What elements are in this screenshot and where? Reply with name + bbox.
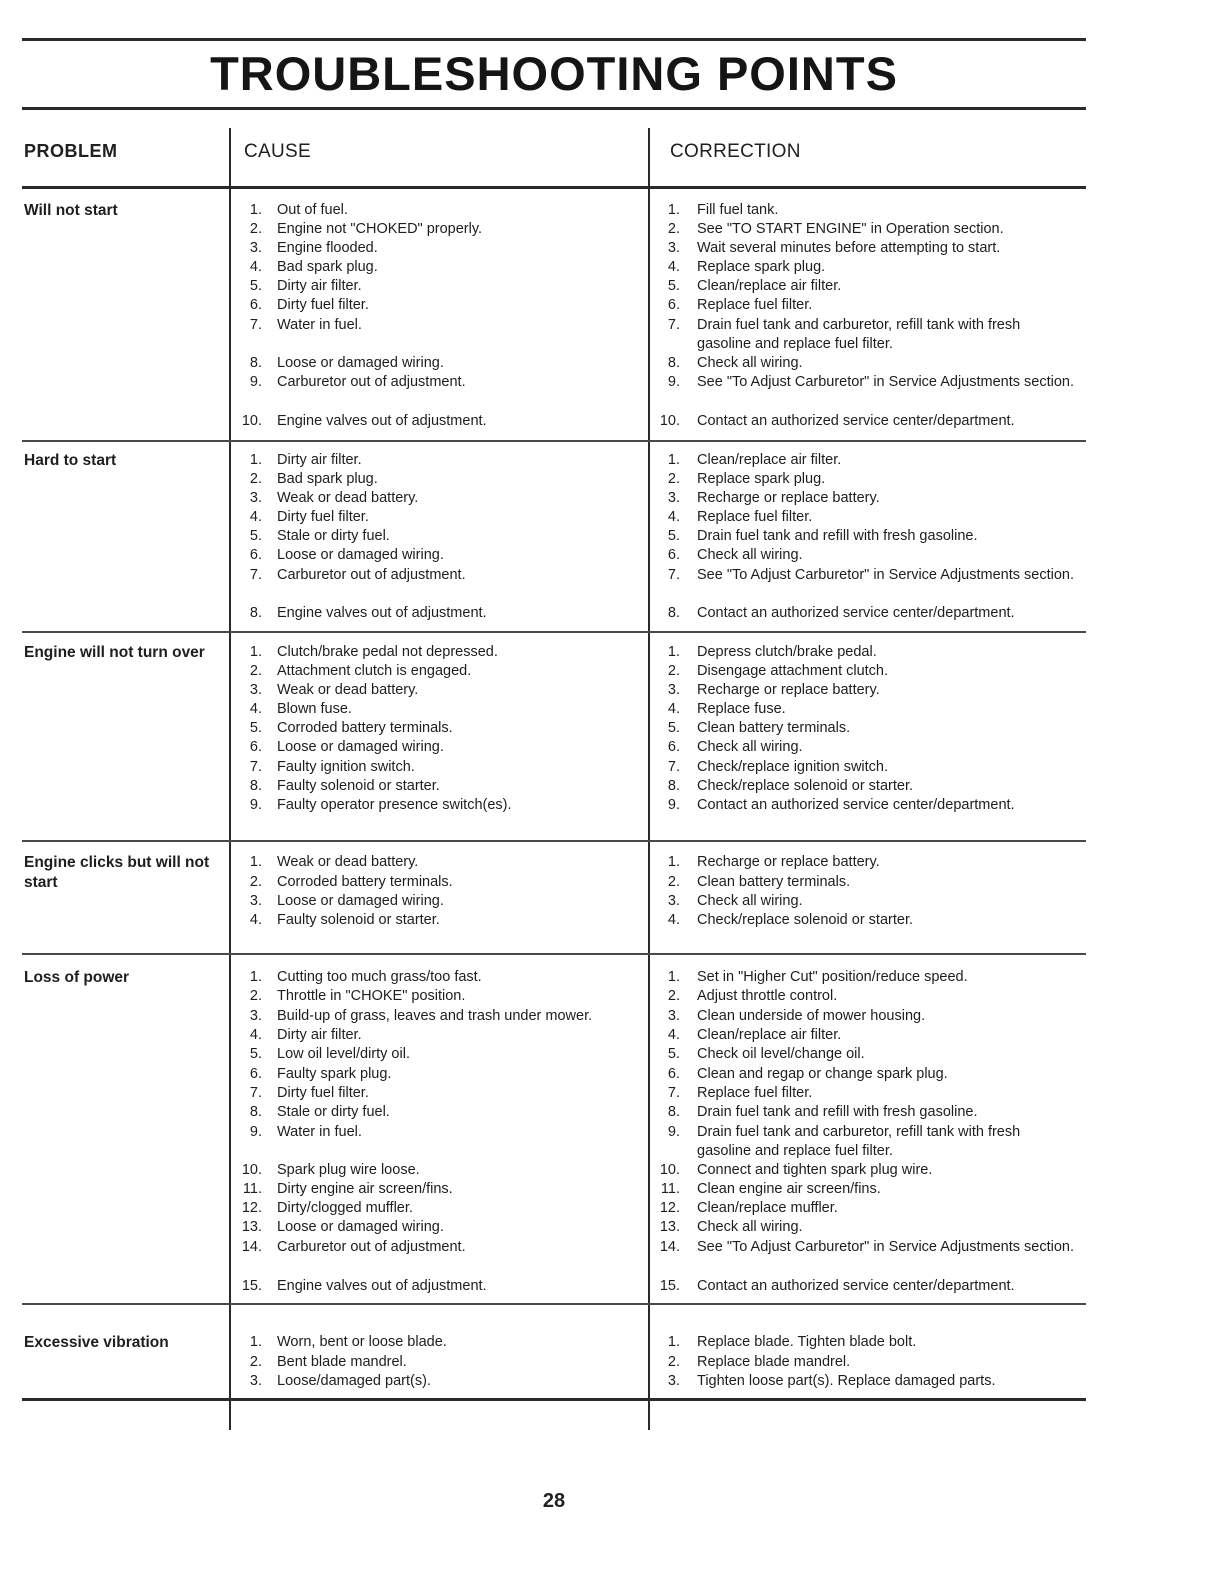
item-text: Worn, bent or loose blade. bbox=[277, 1334, 447, 1350]
item-text: Fill fuel tank. bbox=[697, 202, 779, 218]
item-text: Drain fuel tank and refill with fresh gasoline. bbox=[697, 528, 978, 544]
item-number: 2. bbox=[249, 221, 262, 237]
item-number: 1. bbox=[667, 644, 680, 660]
item-number: 15. bbox=[659, 1278, 680, 1294]
item-number: 1. bbox=[667, 202, 680, 218]
item-text: Engine not "CHOKED" properly. bbox=[277, 221, 483, 237]
item-number: 11. bbox=[660, 1181, 680, 1197]
item-number: 1. bbox=[249, 854, 262, 870]
item-number: 7. bbox=[249, 317, 262, 333]
item-text: Dirty air filter. bbox=[277, 278, 362, 294]
item-text: Clean engine air screen/fins. bbox=[697, 1181, 881, 1197]
item-text: Bent blade mandrel. bbox=[277, 1354, 407, 1370]
item-text: Clean/replace air filter. bbox=[697, 1027, 842, 1043]
item-number: 5. bbox=[249, 1046, 262, 1062]
item-number: 3. bbox=[667, 1373, 680, 1389]
item-text: Check all wiring. bbox=[697, 739, 803, 755]
item-number: 2. bbox=[667, 1354, 680, 1370]
item-text: Disengage attachment clutch. bbox=[697, 663, 889, 679]
item-text: Out of fuel. bbox=[277, 202, 348, 218]
item-text: Check all wiring. bbox=[697, 893, 803, 909]
item-text: Replace fuel filter. bbox=[697, 297, 813, 313]
header-cause: CAUSE bbox=[244, 141, 311, 162]
item-number: 2. bbox=[249, 471, 262, 487]
item-number: 4. bbox=[249, 1027, 262, 1043]
item-number: 3. bbox=[249, 1008, 262, 1024]
item-number: 8. bbox=[667, 355, 680, 371]
item-text: Stale or dirty fuel. bbox=[277, 1104, 390, 1120]
problem-label: Engine will not turn over bbox=[24, 644, 205, 661]
item-text: Drain fuel tank and refill with fresh gasoline. bbox=[697, 1104, 978, 1120]
item-text: Cutting too much grass/too fast. bbox=[277, 969, 482, 985]
page-number: 28 bbox=[542, 1490, 566, 1512]
item-text: Carburetor out of adjustment. bbox=[277, 1239, 466, 1255]
item-number: 13. bbox=[241, 1219, 262, 1235]
item-number: 4. bbox=[667, 912, 680, 928]
item-text: Loose or damaged wiring. bbox=[277, 547, 444, 563]
item-number: 9. bbox=[667, 1124, 680, 1140]
item-text: Drain fuel tank and carburetor, refill tank with fresh gasoline and replace fuel filter. bbox=[697, 317, 1021, 353]
item-text: Check oil level/change oil. bbox=[697, 1046, 865, 1062]
problem-label: Will not start bbox=[24, 202, 118, 219]
item-text: Contact an authorized service center/department. bbox=[697, 797, 1015, 813]
item-text: Weak or dead battery. bbox=[277, 490, 419, 506]
item-text: Dirty fuel filter. bbox=[277, 297, 369, 313]
section-divider bbox=[22, 631, 1086, 633]
item-number: 5. bbox=[667, 528, 680, 544]
problem-label: Excessive vibration bbox=[24, 1334, 169, 1351]
item-number: 7. bbox=[667, 759, 680, 775]
item-number: 8. bbox=[249, 355, 262, 371]
item-number: 4. bbox=[667, 1027, 680, 1043]
item-number: 14. bbox=[241, 1239, 262, 1255]
section-divider bbox=[22, 440, 1086, 442]
item-text: Water in fuel. bbox=[277, 1124, 362, 1140]
item-text: Replace spark plug. bbox=[697, 471, 826, 487]
section-divider bbox=[22, 186, 1086, 189]
item-number: 3. bbox=[667, 1008, 680, 1024]
item-text: Connect and tighten spark plug wire. bbox=[697, 1162, 933, 1178]
title-bottom-rule bbox=[22, 107, 1086, 110]
item-number: 6. bbox=[249, 547, 262, 563]
item-text: Loose or damaged wiring. bbox=[277, 1219, 444, 1235]
item-number: 7. bbox=[667, 317, 680, 333]
item-text: Recharge or replace battery. bbox=[697, 490, 880, 506]
item-text: Loose/damaged part(s). bbox=[277, 1373, 431, 1389]
section-divider bbox=[22, 840, 1086, 842]
item-text: Replace fuse. bbox=[697, 701, 786, 717]
item-number: 1. bbox=[667, 969, 680, 985]
item-text: See "To Adjust Carburetor" in Service Adjustments section. bbox=[697, 1239, 1075, 1255]
item-number: 4. bbox=[249, 259, 262, 275]
item-number: 2. bbox=[667, 874, 680, 890]
problem-label: Loss of power bbox=[24, 969, 130, 986]
item-text: Throttle in "CHOKE" position. bbox=[277, 988, 466, 1004]
header-problem: PROBLEM bbox=[24, 141, 118, 161]
item-number: 7. bbox=[249, 1085, 262, 1101]
item-text: Clean battery terminals. bbox=[697, 720, 851, 736]
item-number: 5. bbox=[249, 278, 262, 294]
item-number: 3. bbox=[249, 682, 262, 698]
section-divider bbox=[22, 953, 1086, 955]
item-text: Recharge or replace battery. bbox=[697, 682, 880, 698]
item-number: 2. bbox=[667, 221, 680, 237]
item-text: Contact an authorized service center/department. bbox=[697, 605, 1015, 621]
item-text: Recharge or replace battery. bbox=[697, 854, 880, 870]
item-text: Engine valves out of adjustment. bbox=[277, 605, 487, 621]
item-text: Faulty operator presence switch(es). bbox=[277, 797, 512, 813]
item-number: 9. bbox=[667, 374, 680, 390]
item-number: 7. bbox=[249, 567, 262, 583]
item-text: Faulty solenoid or starter. bbox=[277, 912, 440, 928]
item-text: Loose or damaged wiring. bbox=[277, 355, 444, 371]
item-number: 6. bbox=[667, 739, 680, 755]
item-number: 1. bbox=[249, 969, 262, 985]
item-text: Corroded battery terminals. bbox=[277, 720, 453, 736]
item-text: Engine valves out of adjustment. bbox=[277, 413, 487, 429]
item-text: Replace blade. Tighten blade bolt. bbox=[697, 1334, 917, 1350]
item-text: Clean/replace air filter. bbox=[697, 278, 842, 294]
item-number: 3. bbox=[667, 490, 680, 506]
item-text: Depress clutch/brake pedal. bbox=[697, 644, 877, 660]
item-text: Check all wiring. bbox=[697, 547, 803, 563]
item-number: 8. bbox=[667, 1104, 680, 1120]
item-number: 10. bbox=[659, 413, 680, 429]
item-number: 12. bbox=[241, 1200, 262, 1216]
problem-label: Hard to start bbox=[24, 452, 117, 469]
item-number: 2. bbox=[667, 663, 680, 679]
item-text: Dirty engine air screen/fins. bbox=[277, 1181, 453, 1197]
item-number: 5. bbox=[249, 720, 262, 736]
section-divider bbox=[22, 1398, 1086, 1401]
item-number: 6. bbox=[249, 297, 262, 313]
item-text: Weak or dead battery. bbox=[277, 682, 419, 698]
item-text: Stale or dirty fuel. bbox=[277, 528, 390, 544]
item-number: 9. bbox=[249, 797, 262, 813]
item-text: Drain fuel tank and carburetor, refill tank with fresh gasoline and replace fuel filter. bbox=[697, 1124, 1021, 1160]
item-text: Contact an authorized service center/department. bbox=[697, 1278, 1015, 1294]
item-number: 6. bbox=[667, 1066, 680, 1082]
item-text: Spark plug wire loose. bbox=[277, 1162, 420, 1178]
item-text: Replace fuel filter. bbox=[697, 509, 813, 525]
item-number: 2. bbox=[249, 663, 262, 679]
item-number: 10. bbox=[241, 413, 262, 429]
item-text: Carburetor out of adjustment. bbox=[277, 374, 466, 390]
item-number: 1. bbox=[249, 644, 262, 660]
item-number: 7. bbox=[249, 759, 262, 775]
item-number: 3. bbox=[249, 490, 262, 506]
item-text: Dirty/clogged muffler. bbox=[277, 1200, 413, 1216]
item-number: 7. bbox=[667, 1085, 680, 1101]
item-number: 8. bbox=[249, 1104, 262, 1120]
item-text: Check all wiring. bbox=[697, 1219, 803, 1235]
item-number: 1. bbox=[249, 202, 262, 218]
item-text: Loose or damaged wiring. bbox=[277, 893, 444, 909]
item-number: 5. bbox=[667, 720, 680, 736]
item-text: See "TO START ENGINE" in Operation section. bbox=[697, 221, 1004, 237]
item-number: 3. bbox=[667, 240, 680, 256]
item-number: 10. bbox=[659, 1162, 680, 1178]
item-text: Build-up of grass, leaves and trash under mower. bbox=[277, 1008, 593, 1024]
item-number: 8. bbox=[249, 778, 262, 794]
item-text: Set in "Higher Cut" position/reduce speed. bbox=[697, 969, 968, 985]
item-number: 4. bbox=[249, 509, 262, 525]
item-number: 1. bbox=[249, 452, 262, 468]
item-number: 3. bbox=[667, 682, 680, 698]
item-number: 5. bbox=[667, 1046, 680, 1062]
item-text: Clutch/brake pedal not depressed. bbox=[277, 644, 498, 660]
item-text: Engine valves out of adjustment. bbox=[277, 1278, 487, 1294]
item-number: 2. bbox=[667, 988, 680, 1004]
item-number: 8. bbox=[667, 605, 680, 621]
item-number: 1. bbox=[667, 1334, 680, 1350]
column-divider-cause bbox=[229, 128, 231, 1430]
item-text: Replace spark plug. bbox=[697, 259, 826, 275]
item-text: Clean battery terminals. bbox=[697, 874, 851, 890]
item-text: Clean and regap or change spark plug. bbox=[697, 1066, 948, 1082]
item-text: Contact an authorized service center/department. bbox=[697, 413, 1015, 429]
item-number: 9. bbox=[249, 374, 262, 390]
item-text: Corroded battery terminals. bbox=[277, 874, 453, 890]
item-number: 8. bbox=[667, 778, 680, 794]
item-number: 8. bbox=[249, 605, 262, 621]
item-text: Check/replace solenoid or starter. bbox=[697, 778, 913, 794]
item-number: 4. bbox=[667, 701, 680, 717]
item-text: Engine flooded. bbox=[277, 240, 378, 256]
item-text: Attachment clutch is engaged. bbox=[277, 663, 472, 679]
item-text: Bad spark plug. bbox=[277, 259, 378, 275]
item-text: Dirty air filter. bbox=[277, 452, 362, 468]
item-number: 3. bbox=[249, 240, 262, 256]
item-number: 3. bbox=[249, 1373, 262, 1389]
item-text: Adjust throttle control. bbox=[697, 988, 838, 1004]
item-number: 1. bbox=[667, 452, 680, 468]
header-correction: CORRECTION bbox=[670, 141, 801, 162]
item-number: 4. bbox=[249, 701, 262, 717]
item-number: 4. bbox=[667, 509, 680, 525]
item-text: Water in fuel. bbox=[277, 317, 362, 333]
item-text: Faulty ignition switch. bbox=[277, 759, 415, 775]
item-number: 5. bbox=[667, 278, 680, 294]
item-number: 13. bbox=[659, 1219, 680, 1235]
item-text: Weak or dead battery. bbox=[277, 854, 419, 870]
item-number: 6. bbox=[667, 297, 680, 313]
item-text: Replace fuel filter. bbox=[697, 1085, 813, 1101]
item-text: Bad spark plug. bbox=[277, 471, 378, 487]
item-text: Blown fuse. bbox=[277, 701, 352, 717]
item-number: 3. bbox=[249, 893, 262, 909]
problem-label: Engine clicks but will not start bbox=[24, 854, 210, 891]
item-number: 12. bbox=[659, 1200, 680, 1216]
item-text: Clean/replace air filter. bbox=[697, 452, 842, 468]
item-text: Clean underside of mower housing. bbox=[697, 1008, 926, 1024]
item-text: See "To Adjust Carburetor" in Service Adjustments section. bbox=[697, 567, 1075, 583]
item-number: 4. bbox=[249, 912, 262, 928]
item-text: Check all wiring. bbox=[697, 355, 803, 371]
item-number: 6. bbox=[667, 547, 680, 563]
item-number: 9. bbox=[667, 797, 680, 813]
item-text: Replace blade mandrel. bbox=[697, 1354, 851, 1370]
page-title: TROUBLESHOOTING POINTS bbox=[210, 47, 898, 100]
item-text: See "To Adjust Carburetor" in Service Adjustments section. bbox=[697, 374, 1075, 390]
item-number: 2. bbox=[249, 1354, 262, 1370]
item-text: Dirty fuel filter. bbox=[277, 509, 369, 525]
item-text: Faulty spark plug. bbox=[277, 1066, 392, 1082]
item-text: Check/replace solenoid or starter. bbox=[697, 912, 913, 928]
item-number: 2. bbox=[667, 471, 680, 487]
item-number: 10. bbox=[241, 1162, 262, 1178]
item-text: Low oil level/dirty oil. bbox=[277, 1046, 410, 1062]
item-number: 3. bbox=[667, 893, 680, 909]
item-text: Check/replace ignition switch. bbox=[697, 759, 889, 775]
item-text: Wait several minutes before attempting to start. bbox=[697, 240, 1001, 256]
item-text: Loose or damaged wiring. bbox=[277, 739, 444, 755]
item-text: Tighten loose part(s). Replace damaged parts. bbox=[697, 1373, 996, 1389]
item-number: 14. bbox=[659, 1239, 680, 1255]
item-number: 9. bbox=[249, 1124, 262, 1140]
item-text: Clean/replace muffler. bbox=[697, 1200, 838, 1216]
top-rule bbox=[22, 38, 1086, 41]
item-number: 11. bbox=[242, 1181, 262, 1197]
item-number: 2. bbox=[249, 874, 262, 890]
item-number: 6. bbox=[249, 739, 262, 755]
item-number: 5. bbox=[249, 528, 262, 544]
item-number: 1. bbox=[249, 1334, 262, 1350]
item-number: 15. bbox=[241, 1278, 262, 1294]
item-number: 4. bbox=[667, 259, 680, 275]
item-number: 6. bbox=[249, 1066, 262, 1082]
item-number: 7. bbox=[667, 567, 680, 583]
item-text: Faulty solenoid or starter. bbox=[277, 778, 440, 794]
item-number: 2. bbox=[249, 988, 262, 1004]
section-divider bbox=[22, 1303, 1086, 1305]
item-text: Dirty fuel filter. bbox=[277, 1085, 369, 1101]
item-text: Dirty air filter. bbox=[277, 1027, 362, 1043]
item-text: Carburetor out of adjustment. bbox=[277, 567, 466, 583]
item-number: 1. bbox=[667, 854, 680, 870]
